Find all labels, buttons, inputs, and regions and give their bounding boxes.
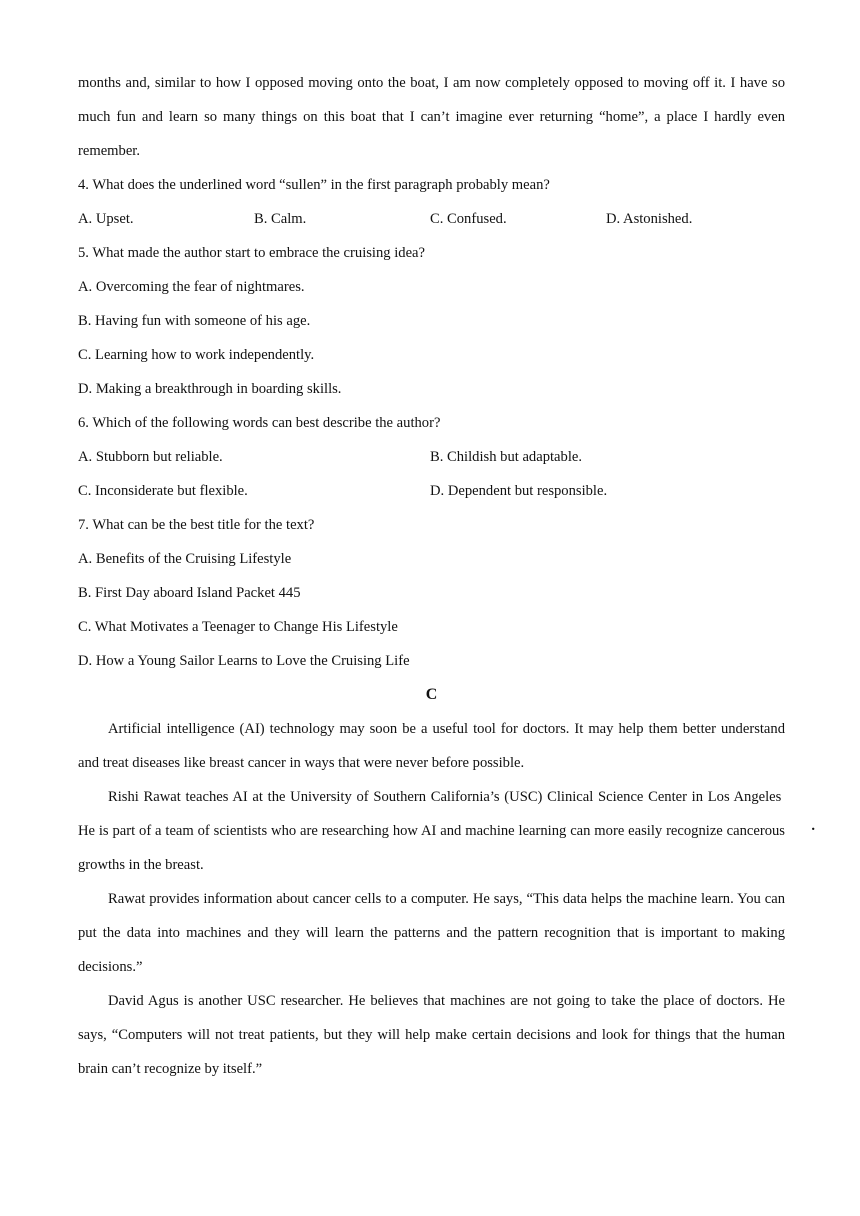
question-6-options-row-1 (78, 440, 785, 474)
section-c-heading: C (425, 686, 438, 703)
q4-option-c[interactable]: C. Confused. (430, 211, 507, 227)
passage-b-conclusion: months and, similar to how I opposed moving onto the boat, I am now completely opposed to moving off it. I have so much fun and learn so many things on this boat that I can’t imagine ever returning “home”, a place I hardly even remember. (78, 75, 785, 159)
q5-option-a[interactable]: A. Overcoming the fear of nightmares. (78, 279, 305, 295)
q6-option-c[interactable]: C. Inconsiderate but flexible. (78, 483, 248, 499)
q5-option-b[interactable]: B. Having fun with someone of his age. (78, 313, 311, 329)
question-6-options-row-2 (78, 474, 785, 508)
q4-option-d[interactable]: D. Astonished. (606, 211, 693, 227)
section-c-paragraph-1: Artificial intelligence (AI) technology may soon be a useful tool for doctors. It may help them better understand and treat diseases like breast cancer in ways that were never before possible. (78, 721, 785, 771)
section-c-paragraph-3: Rawat provides information about cancer cells to a computer. He says, “This data helps the machine learn. You can put the data into machines and they will learn the patterns and the pattern recognition that is important to making decisions.” (78, 891, 785, 975)
q6-option-b[interactable]: B. Childish but adaptable. (430, 449, 583, 465)
q4-option-a[interactable]: A. Upset. (78, 211, 134, 227)
section-c-paragraph-4: David Agus is another USC researcher. He believes that machines are not going to take the place of doctors. He says, “Computers will not treat patients, but they will help make certain decisions and look for things that the human brain can’t recognize by itself.” (78, 993, 785, 1077)
section-c-paragraph-2-part-2: He is part of a team of scientists who are researching how AI and machine learning can more easily recognize cancerous growths in the breast. (78, 823, 785, 873)
q7-option-b[interactable]: B. First Day aboard Island Packet 445 (78, 585, 301, 601)
question-7-stem: 7. What can be the best title for the text? (78, 517, 315, 533)
q4-option-b[interactable]: B. Calm. (254, 211, 307, 227)
question-5-stem: 5. What made the author start to embrace the cruising idea? (78, 245, 426, 261)
q7-option-a[interactable]: A. Benefits of the Cruising Lifestyle (78, 551, 292, 567)
q6-option-d[interactable]: D. Dependent but responsible. (430, 483, 608, 499)
section-c-paragraph-2 (78, 780, 785, 882)
question-4-options (78, 202, 785, 236)
section-c-paragraph-2-part-1: Rishi Rawat teaches AI at the University of Southern California’s (USC) Clinical Science Center in Los Angeles (108, 789, 782, 805)
question-4-stem: 4. What does the underlined word “sullen” in the first paragraph probably mean? (78, 177, 550, 193)
question-6-stem: 6. Which of the following words can best describe the author? (78, 415, 441, 431)
q6-option-a[interactable]: A. Stubborn but reliable. (78, 449, 223, 465)
exam-page (78, 66, 785, 1086)
q5-option-c[interactable]: C. Learning how to work independently. (78, 347, 315, 363)
q7-option-c[interactable]: C. What Motivates a Teenager to Change His Lifestyle (78, 619, 398, 635)
q7-option-d[interactable]: D. How a Young Sailor Learns to Love the Cruising Life (78, 653, 410, 669)
q5-option-d[interactable]: D. Making a breakthrough in boarding skills. (78, 381, 342, 397)
